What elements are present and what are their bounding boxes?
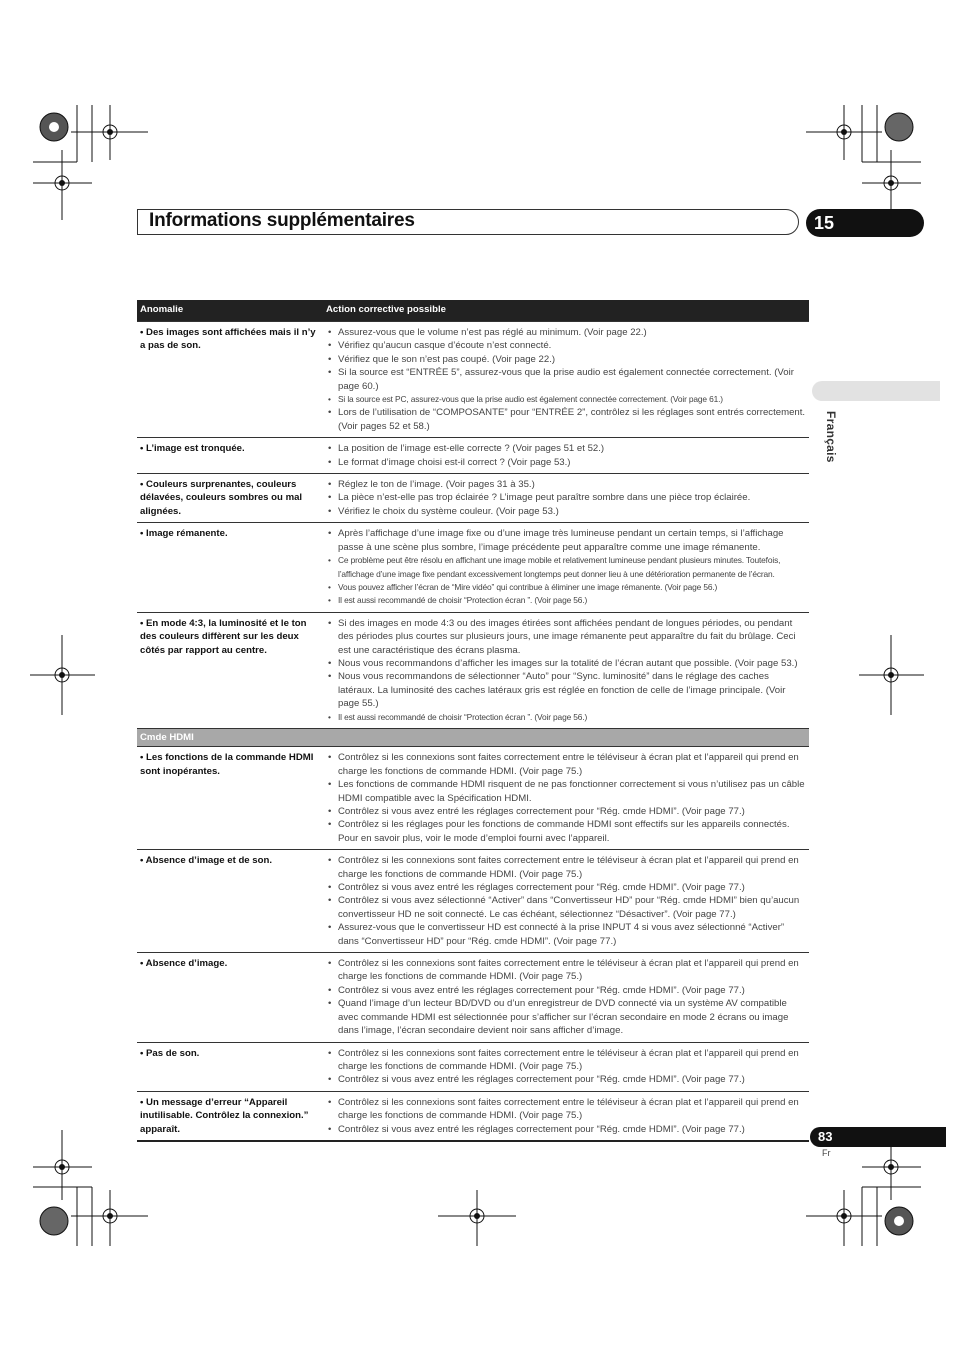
action-cell: [323, 474, 809, 523]
problem-cell: • Les fonctions de la commande HDMI sont inopérantes.: [137, 747, 323, 850]
header-problem: Anomalie: [137, 300, 323, 322]
action-item: • Contrôlez si les réglages pour les fonctions de commande HDMI sont effectifs sur les appareils connectés. Pour en savoir plus, voir le mode d’emploi fourni avec l’appareil.: [326, 818, 806, 845]
action-item: • Contrôlez si les connexions sont faites correctement entre le téléviseur à écran plat et l’appareil qui prend en charge les fonctions de commande HDMI. (Voir page 75.): [326, 1047, 806, 1074]
action-item: • Nous vous recommandons de sélectionner “Auto” pour “Sync. luminosité” dans le réglage des caches latéraux. La luminosité des caches latéraux gris est réglée en fonction de celle de l’image principale. (Voir page 55.): [326, 670, 806, 710]
action-cell: [323, 612, 809, 728]
action-item: • Contrôlez si vous avez entré les réglages correctement pour “Rég. cmde HDMI”. (Voir page 77.): [326, 805, 806, 818]
action-item: • Quand l’image d’un lecteur BD/DVD ou d’un enregistreur de DVD connecté via un système AV compatible avec commande HDMI est sélectionnée pour s’afficher sur l’écran secondaire en mode 2 écrans ou image dans l’image, l’écran secondaire devient noir sans afficher d’image.: [326, 997, 806, 1037]
action-item: • Nous vous recommandons d’afficher les images sur la totalité de l’écran autant que possible. (Voir page 53.): [326, 657, 806, 670]
chapter-number: 15: [806, 209, 924, 237]
table-row: [137, 438, 809, 474]
table-row: [137, 953, 809, 1042]
action-item: • Si la source est “ENTRÉE 5”, assurez-vous que la prise audio est également connectée correctement. (Voir page 60.): [326, 366, 806, 393]
action-item: • Réglez le ton de l’image. (Voir pages 31 à 35.): [326, 478, 806, 491]
action-item: • La position de l’image est-elle correcte ? (Voir pages 51 et 52.): [326, 442, 806, 455]
action-item: • Ce problème peut être résolu en affichant une image mobile et relativement lumineuse pendant plusieurs minutes. Toutefois, l’affichage d’une image fixe pendant excessivement longtemps peut donner lieu à une détérioration permanente de l’écran.: [326, 554, 806, 581]
problem-cell: • Pas de son.: [137, 1042, 323, 1091]
action-item: • Si des images en mode 4:3 ou des images étirées sont affichées pendant de longues périodes, ou pendant des périodes plus courtes sur plusieurs jours, une image rémanente peut apparaître du fait du brûlage. Ceci est une caractéristique des écrans plasma.: [326, 617, 806, 657]
action-item: • Contrôlez si vous avez entré les réglages correctement pour “Rég. cmde HDMI”. (Voir page 77.): [326, 1073, 806, 1086]
action-item: • Contrôlez si les connexions sont faites correctement entre le téléviseur à écran plat et l’appareil qui prend en charge les fonctions de commande HDMI. (Voir page 75.): [326, 957, 806, 984]
action-item: • Assurez-vous que le volume n’est pas réglé au minimum. (Voir page 22.): [326, 326, 806, 339]
action-item: • Contrôlez si les connexions sont faites correctement entre le téléviseur à écran plat et l’appareil qui prend en charge les fonctions de commande HDMI. (Voir page 75.): [326, 751, 806, 778]
table-row: [137, 1042, 809, 1091]
table-row: [137, 474, 809, 523]
problem-cell: • Un message d’erreur “Appareil inutilisable. Contrôlez la connexion.” apparaît.: [137, 1091, 323, 1141]
problem-cell: • En mode 4:3, la luminosité et le ton des couleurs diffèrent sur les deux côtés par rapport au centre.: [137, 612, 323, 728]
table-row: [137, 523, 809, 612]
action-item: • Si la source est PC, assurez-vous que la prise audio est également connectée correctement. (Voir page 61.): [326, 393, 806, 406]
action-cell: [323, 523, 809, 612]
action-item: • Vérifiez qu’aucun casque d’écoute n’est connecté.: [326, 339, 806, 352]
action-item: • Après l’affichage d’une image fixe ou d’une image très lumineuse pendant un certain temps, si l’affichage passe à une scène plus sombre, l’image précédente peut apparaître comme une image rémanente.: [326, 527, 806, 554]
action-cell: [323, 850, 809, 953]
action-cell: [323, 1091, 809, 1141]
language-label: Français: [824, 411, 838, 463]
action-item: • Vérifiez que le son n’est pas coupé. (Voir page 22.): [326, 353, 806, 366]
action-cell: [323, 438, 809, 474]
action-item: • Assurez-vous que le convertisseur HD est connecté à la prise INPUT 4 si vous avez sélectionné “Activer” dans “Convertisseur HD” pour “Rég. cmde HDMI”. (Voir page 77.): [326, 921, 806, 948]
problem-cell: • Absence d’image et de son.: [137, 850, 323, 953]
page-language: Fr: [822, 1148, 831, 1158]
language-tab: [812, 381, 940, 401]
action-item: • Contrôlez si vous avez entré les réglages correctement pour “Rég. cmde HDMI”. (Voir page 77.): [326, 984, 806, 997]
problem-cell: • Absence d’image.: [137, 953, 323, 1042]
action-cell: [323, 1042, 809, 1091]
action-item: • La pièce n’est-elle pas trop éclairée ? L’image peut paraître sombre dans une pièce trop éclairée.: [326, 491, 806, 504]
action-item: • Il est aussi recommandé de choisir “Protection écran ”. (Voir page 56.): [326, 711, 806, 724]
action-item: • Il est aussi recommandé de choisir “Protection écran ”. (Voir page 56.): [326, 594, 806, 607]
action-cell: [323, 747, 809, 850]
troubleshooting-table: [137, 300, 809, 1142]
table-row: [137, 322, 809, 438]
action-item: • Contrôlez si les connexions sont faites correctement entre le téléviseur à écran plat et l’appareil qui prend en charge les fonctions de commande HDMI. (Voir page 75.): [326, 854, 806, 881]
action-item: • Vérifiez le choix du système couleur. (Voir page 53.): [326, 505, 806, 518]
problem-cell: • Couleurs surprenantes, couleurs délavées, couleurs sombres ou mal alignées.: [137, 474, 323, 523]
page-title: Informations supplémentaires: [149, 210, 415, 231]
action-item: • Les fonctions de commande HDMI risquent de ne pas fonctionner correctement si vous n’utilisez pas un câble HDMI compatible avec la Spécification HDMI.: [326, 778, 806, 805]
table-row: [137, 747, 809, 850]
page-number: 83: [810, 1127, 946, 1147]
section-label: Cmde HDMI: [137, 728, 809, 746]
action-item: • Contrôlez si vous avez sélectionné “Activer” dans “Convertisseur HD” pour “Rég. cmde HDMI” bien qu’aucun convertisseur HD ne soit connecté. Le cas échéant, sélectionnez “Désactiver”. (Voir page 77.): [326, 894, 806, 921]
problem-cell: • Des images sont affichées mais il n’y a pas de son.: [137, 322, 323, 438]
action-item: • Vous pouvez afficher l’écran de “Mire vidéo” qui contribue à éliminer une image rémanente. (Voir page 56.): [326, 581, 806, 594]
table-row: [137, 850, 809, 953]
section-row: [137, 728, 809, 746]
action-item: • Contrôlez si vous avez entré les réglages correctement pour “Rég. cmde HDMI”. (Voir page 77.): [326, 881, 806, 894]
action-item: • Lors de l’utilisation de “COMPOSANTE” pour “ENTRÉE 2”, contrôlez si les réglages sont entrés correctement. (Voir pages 52 et 58.): [326, 406, 806, 433]
action-item: • Contrôlez si vous avez entré les réglages correctement pour “Rég. cmde HDMI”. (Voir page 77.): [326, 1123, 806, 1136]
table-row: [137, 1091, 809, 1141]
action-cell: [323, 953, 809, 1042]
header-action: Action corrective possible: [323, 300, 809, 322]
problem-cell: • L’image est tronquée.: [137, 438, 323, 474]
action-cell: [323, 322, 809, 438]
action-item: • Le format d’image choisi est-il correct ? (Voir page 53.): [326, 456, 806, 469]
problem-cell: • Image rémanente.: [137, 523, 323, 612]
table-row: [137, 612, 809, 728]
action-item: • Contrôlez si les connexions sont faites correctement entre le téléviseur à écran plat et l’appareil qui prend en charge les fonctions de commande HDMI. (Voir page 75.): [326, 1096, 806, 1123]
